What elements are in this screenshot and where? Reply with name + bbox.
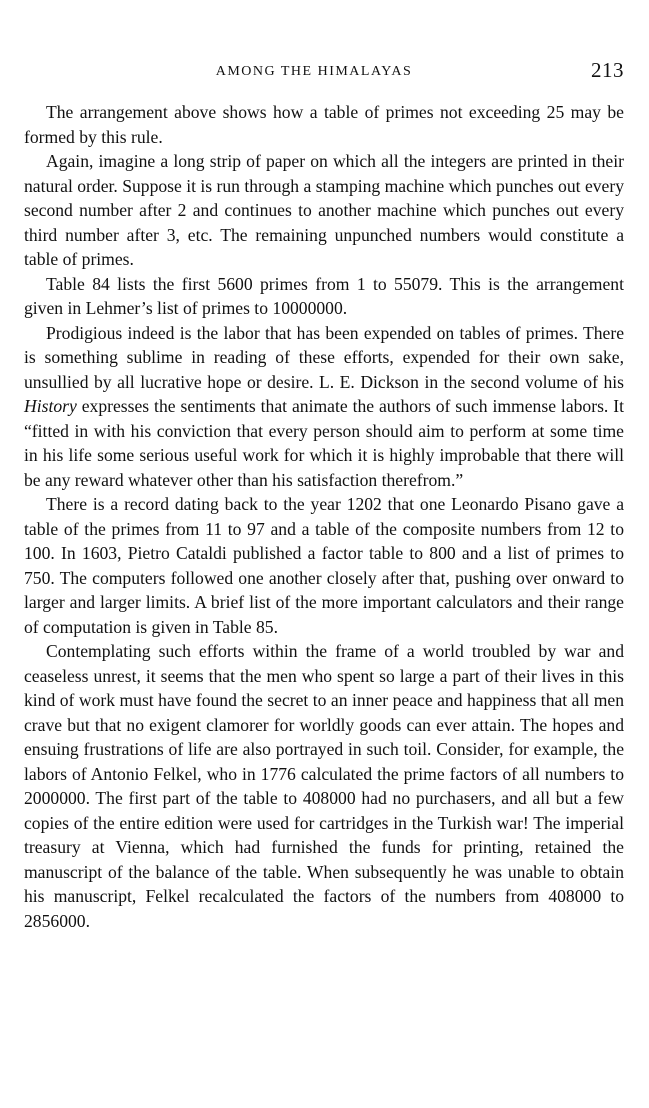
paragraph-3: Table 84 lists the first 5600 primes from 1 to 55079. This is the arrangement given in Lehmer’s list of primes to 10000000. [24, 273, 624, 318]
page-number: 213 [591, 58, 624, 82]
paragraph-1: The arrangement above shows how a table of primes not exceeding 25 may be formed by this rule. [24, 102, 624, 147]
running-head: AMONG THE HIMALAYAS [215, 64, 413, 79]
paragraph-4 [24, 321, 624, 493]
paragraph-4-text-a: Prodigious indeed is the labor that has been expended on tables of primes. There is something sublime in reading of these efforts, expended for their own sake, unsullied by all lucrative hope or desire. L. E. Dickson in the second volume of his [24, 322, 624, 392]
paragraph-5: There is a record dating back to the year 1202 that one Leonardo Pisano gave a table of the primes from 11 to 97 and a table of the composite numbers from 12 to 100. In 1603, Pietro Cataldi published a factor table to 800 and a list of primes to 750. The computers followed one another closely after that, pushing over onward to larger and larger limits. A brief list of the more important calculators and their range of computation is given in Table 85. [24, 494, 624, 637]
paragraph-2: Again, imagine a long strip of paper on which all the integers are printed in their natural order. Suppose it is run through a stamping machine which punches out every second number after 2 and continues to another machine which punches out every third number after 3, etc. The remaining unpunched numbers would constitute a table of primes. [24, 151, 625, 269]
page-header [24, 58, 624, 88]
paragraph-4-text-b: expresses the sentiments that animate the authors of such immense labors. It “fitted in with his conviction that every person should aim to perform at some time in his life some serious useful work for which it is highly improbable that there will be any reward whatever other than his satisfaction therefrom.” [24, 396, 624, 490]
history-title: History [24, 396, 77, 416]
book-page [24, 58, 624, 933]
page-body [24, 100, 624, 933]
paragraph-6: Contemplating such efforts within the frame of a world troubled by war and ceaseless unrest, it seems that the men who spent so large a part of their lives in this kind of work must have found the secret to an inner peace and happiness that all men crave but that no exigent clamorer for worldly goods can ever attain. The hopes and ensuing frustrations of life are also portrayed in such toil. Consider, for example, the labors of Antonio Felkel, who in 1776 calculated the prime factors of all numbers to 2000000. The first part of the table to 408000 had no purchasers, and all but a few copies of the entire edition were used for cartridges in the Turkish war! The imperial treasury at Vienna, which had furnished the funds for printing, retained the manuscript of the balance of the table. When subsequently he was unable to obtain his manuscript, Felkel recalculated the factors of the numbers from 408000 to 2856000. [24, 641, 624, 931]
